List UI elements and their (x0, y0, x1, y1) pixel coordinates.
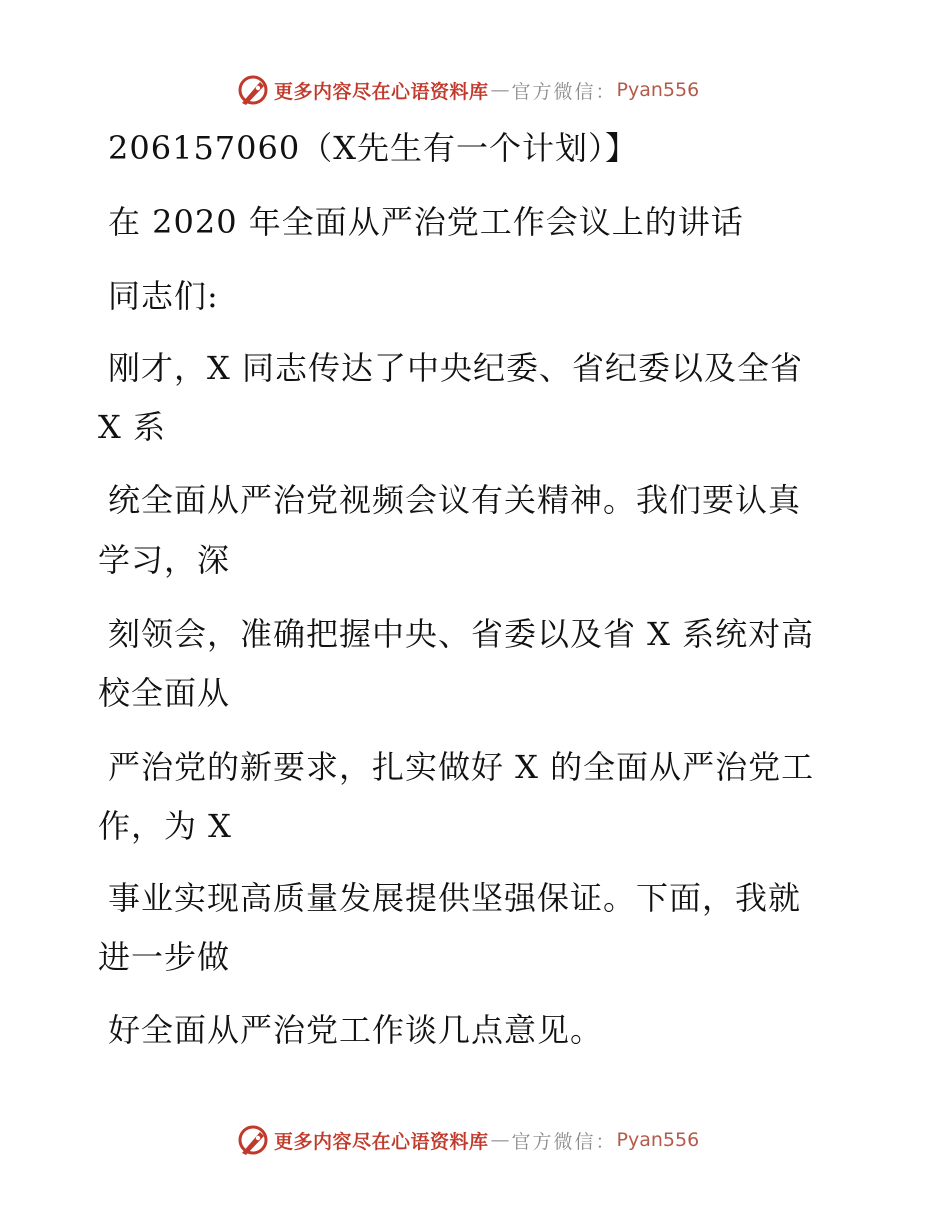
watermark-dash: — (490, 79, 510, 101)
watermark-official-label: 官方微信： (511, 1130, 617, 1153)
watermark-dash: — (490, 1129, 510, 1151)
text-line-4: 刚才，X 同志传达了中央纪委、省纪委以及全省 (108, 349, 803, 387)
watermark-official-label: 官方微信： (511, 80, 617, 103)
text-line-9: 校全面从 (98, 674, 231, 712)
text-line-12: 事业实现高质量发展提供坚强保证。下面，我就 (108, 879, 802, 917)
footer-watermark (236, 1122, 699, 1158)
pen-logo-icon (236, 73, 270, 107)
text-line-7: 学习，深 (98, 541, 231, 579)
text-line-11: 作，为 X (98, 807, 232, 845)
watermark-main-text: 更多内容尽在心语资料库 (274, 80, 489, 103)
text-line-8: 刻领会，准确把握中央、省委以及省 X 系统对高 (108, 615, 815, 653)
watermark-wechat-id: Pyan556 (616, 79, 700, 101)
pen-logo-icon (236, 1123, 270, 1157)
text-line-1: 206157060（X先生有一个计划）】 (108, 129, 639, 167)
watermark-main-text: 更多内容尽在心语资料库 (274, 1130, 489, 1153)
text-line-2: 在 2020 年全面从严治党工作会议上的讲话 (108, 203, 744, 241)
text-line-10: 严治党的新要求，扎实做好 X 的全面从严治党工 (108, 748, 815, 786)
text-line-5: X 系 (98, 408, 166, 446)
header-watermark (236, 72, 699, 108)
text-line-6: 统全面从严治党视频会议有关精神。我们要认真 (108, 481, 802, 519)
text-line-3: 同志们: (108, 277, 219, 315)
text-line-14: 好全面从严治党工作谈几点意见。 (108, 1011, 604, 1049)
text-line-13: 进一步做 (98, 938, 231, 976)
watermark-wechat-id: Pyan556 (616, 1129, 700, 1151)
